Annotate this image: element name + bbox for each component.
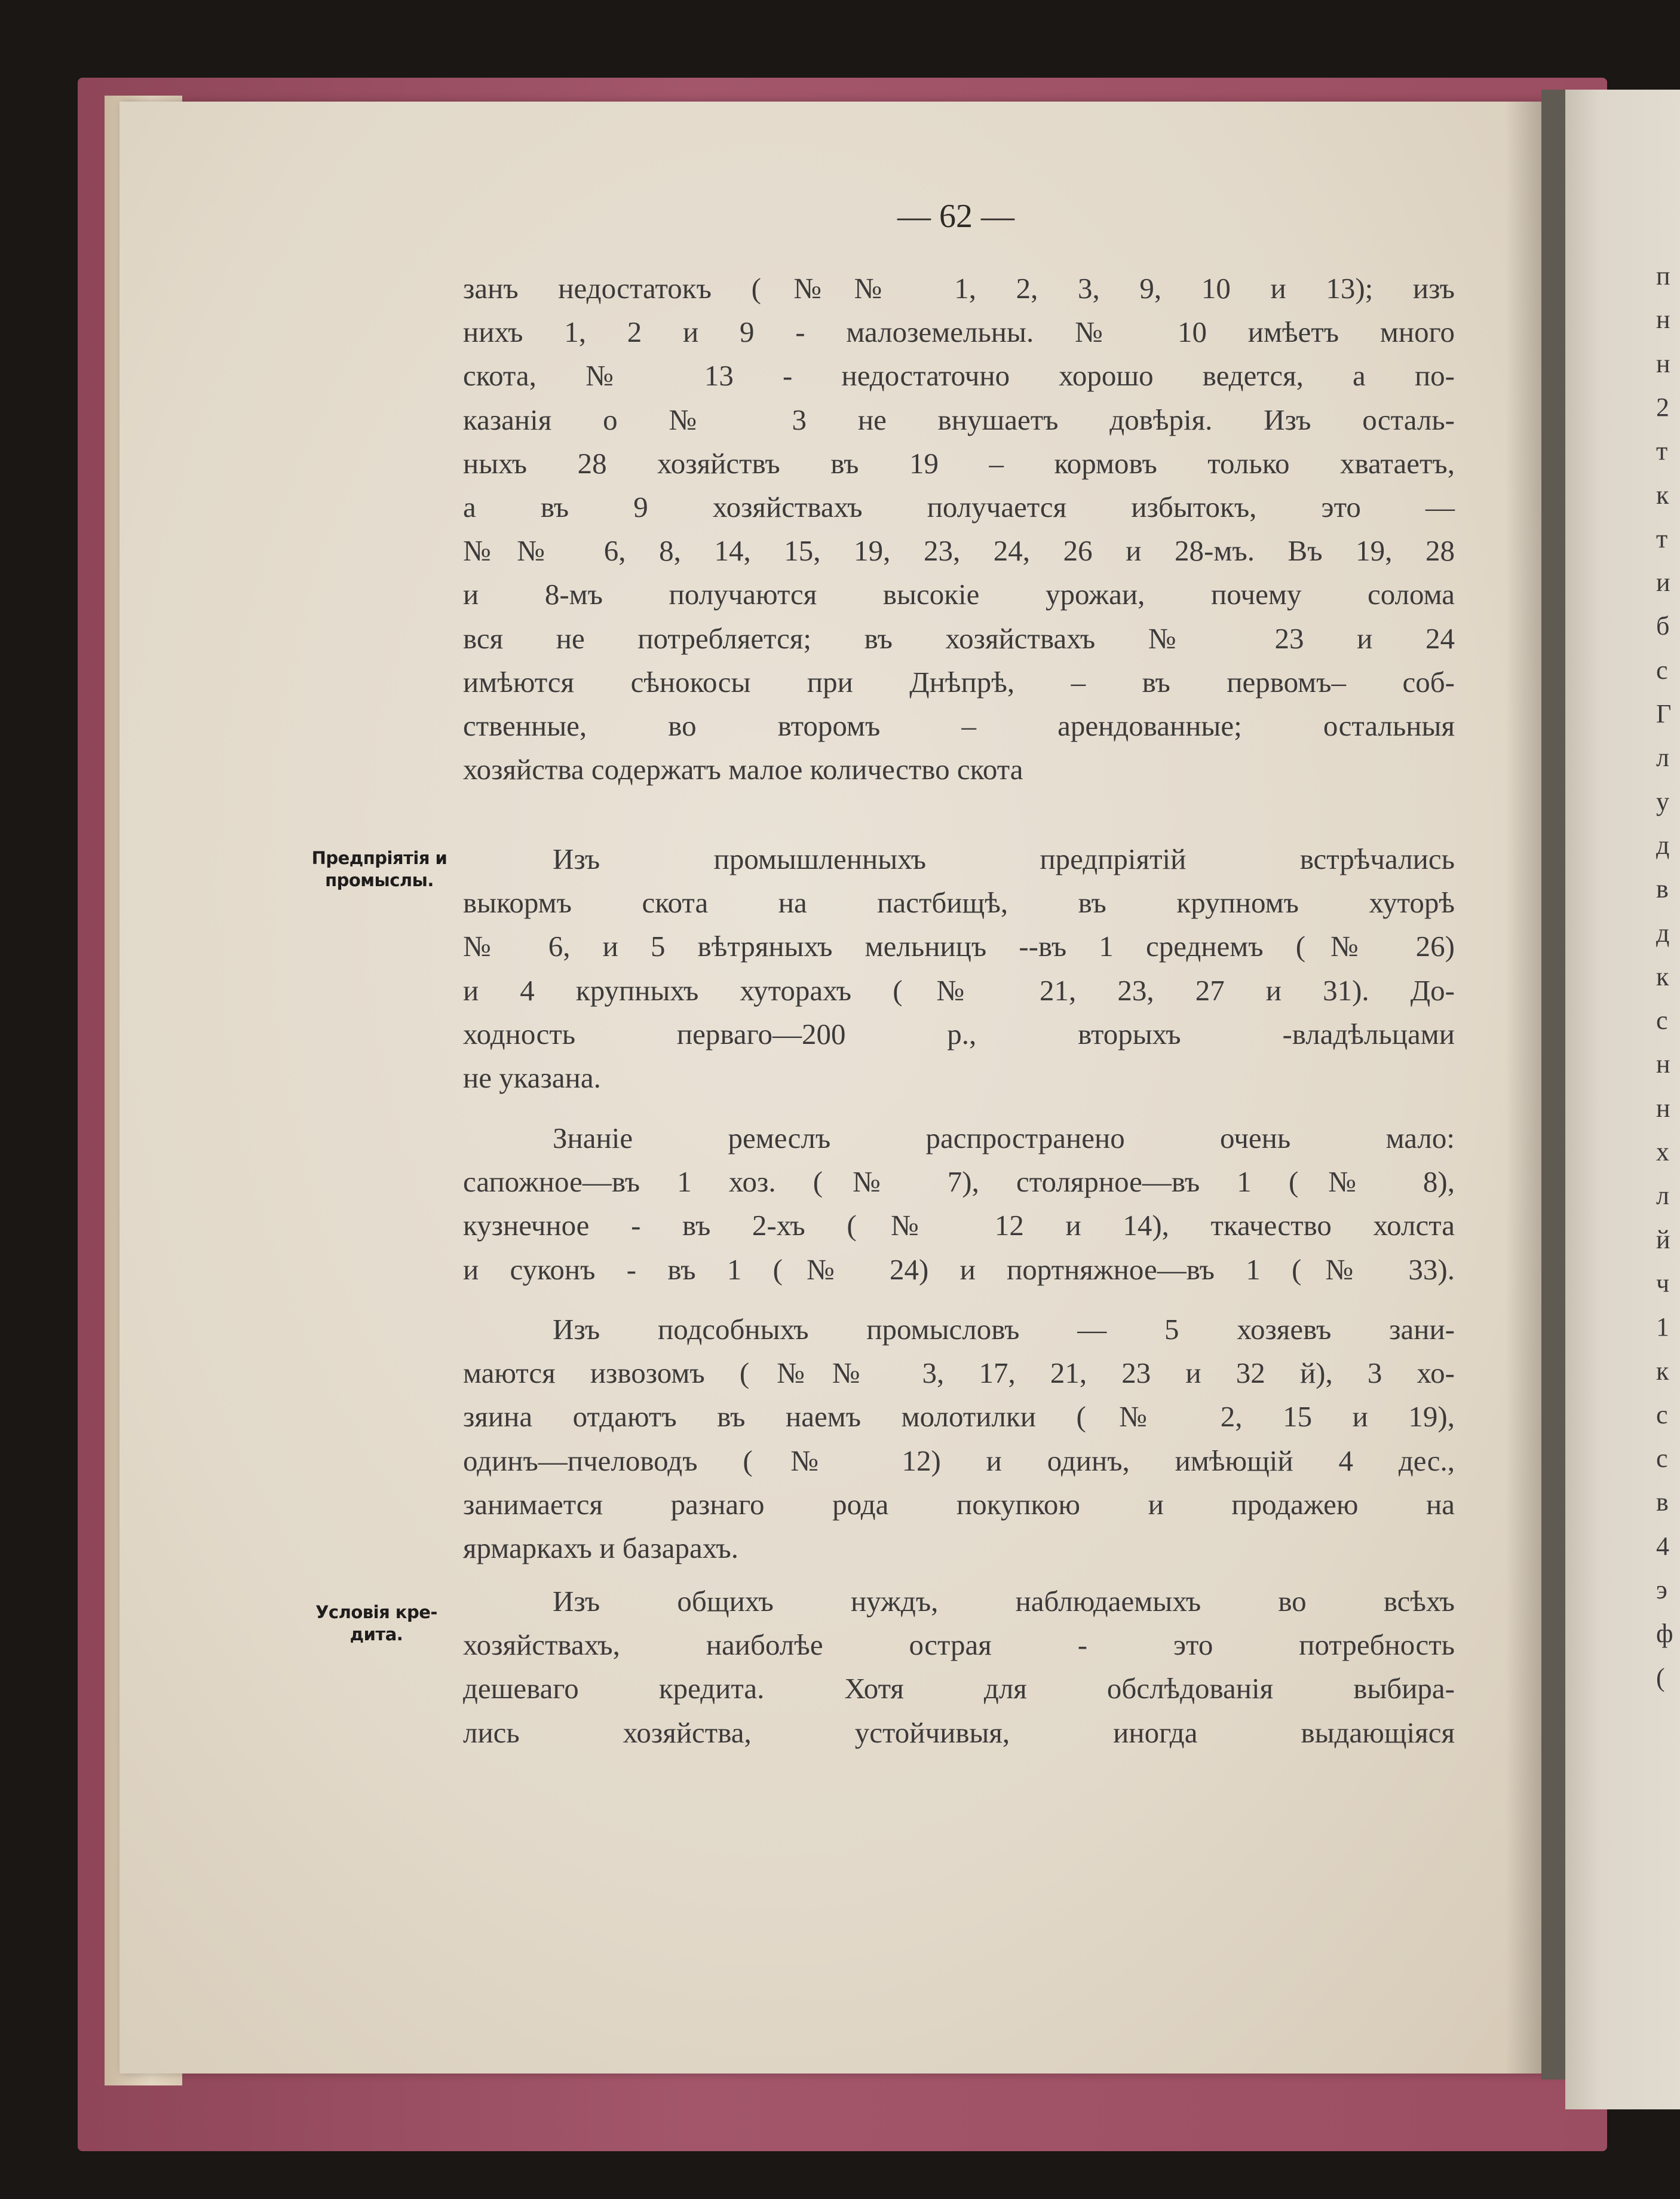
next-page-letter: с — [1656, 1444, 1668, 1474]
text-line: и суконъ - въ 1 (№ 24) и портняжное—въ 1 (№ 33). — [463, 1252, 1455, 1286]
text-line: имѣются сѣнокосы при Днѣпрѣ, – въ первомъ– соб- — [463, 665, 1455, 699]
next-page-letter: в — [1656, 1487, 1669, 1517]
text-line: Изъ общихъ нуждъ, наблюдаемыхъ во всѣхъ — [553, 1585, 1455, 1618]
text-line: кузнечное - въ 2-хъ (№ 12 и 14), ткачество холста — [463, 1209, 1455, 1242]
text-line: ярмаркахъ и базарахъ. — [463, 1531, 738, 1564]
next-page-letter: в — [1656, 874, 1669, 904]
next-page-letter: у — [1656, 786, 1669, 816]
text-line: одинъ—пчеловодъ (№ 12) и одинъ, имѣющій 4 дес., — [463, 1444, 1455, 1477]
margin-note-credit — [302, 1601, 451, 1646]
text-line: Изъ промышленныхъ предпріятій встрѣчались — [553, 843, 1455, 875]
text-line: выкормъ скота на пастбищѣ, въ крупномъ хуторѣ — [463, 886, 1455, 920]
text-line: ходность перваго—200 р., вторыхъ -владѣльцами — [463, 1017, 1455, 1051]
text-line: ныхъ 28 хозяйствъ въ 19 – кормовъ только хватаетъ, — [463, 446, 1455, 480]
next-page-letter: н — [1656, 305, 1670, 335]
text-line: дешеваго кредита. Хотя для обслѣдованія выбира- — [463, 1672, 1455, 1705]
next-page-letter: т — [1656, 436, 1668, 466]
next-page-letter: л — [1656, 1181, 1669, 1211]
next-page-letter: с — [1656, 1399, 1668, 1429]
paragraph-4 — [463, 1307, 1455, 1570]
margin-note-enterprises — [305, 847, 454, 892]
next-page-letter: н — [1656, 1049, 1670, 1079]
paragraph-2 — [463, 837, 1455, 1100]
next-page-letter: ( — [1656, 1662, 1665, 1692]
next-page-letter: и — [1656, 568, 1670, 598]
text-line: вся не потребляется; въ хозяйствахъ № 23 и 24 — [463, 621, 1455, 655]
text-line: казанія о № 3 не внушаетъ довѣрія. Изъ осталь- — [463, 403, 1455, 436]
next-page-letter: т — [1656, 523, 1668, 553]
text-line: ственные, во второмъ – арендованные; остальныя — [463, 709, 1455, 742]
paragraph-5 — [463, 1579, 1455, 1754]
margin-note-line: Условія кре- — [315, 1602, 437, 1622]
next-page-letter: й — [1656, 1224, 1670, 1254]
next-page-letter: ф — [1656, 1619, 1673, 1649]
text-line: № 6, и 5 вѣтряныхъ мельницъ --въ 1 среднемъ (№ 26) — [463, 930, 1455, 963]
paragraph-3 — [463, 1116, 1455, 1291]
text-line: и 4 крупныхъ хуторахъ (№ 21, 23, 27 и 31). До- — [463, 973, 1455, 1007]
next-page-letter: к — [1656, 1356, 1669, 1386]
next-page-letter: ч — [1656, 1268, 1670, 1298]
text-line: зяина отдаютъ въ наемъ молотилки (№ 2, 15 и 19), — [463, 1400, 1455, 1434]
text-line: лись хозяйства, устойчивыя, иногда выдающіяся — [463, 1716, 1455, 1749]
text-line: №№ 6, 8, 14, 15, 19, 23, 24, 26 и 28-мъ. Въ 19, 28 — [463, 534, 1455, 568]
next-page-letter: п — [1656, 261, 1670, 290]
text-line: Знаніе ремеслъ распространено очень мало: — [553, 1122, 1455, 1154]
next-page-letter: д — [1656, 918, 1670, 948]
next-page-letter: с — [1656, 655, 1668, 685]
next-page-letter: л — [1656, 743, 1669, 773]
text-line: Изъ подсобныхъ промысловъ — 5 хозяевъ зани- — [553, 1313, 1455, 1346]
next-page-letter: н — [1656, 1093, 1670, 1123]
next-page-letter: 4 — [1656, 1531, 1669, 1561]
text-line: занимается разнаго рода покупкою и продажею на — [463, 1487, 1455, 1521]
next-page-letter: н — [1656, 348, 1670, 378]
next-page-letter: 1 — [1656, 1312, 1669, 1342]
next-page-letter: к — [1656, 480, 1669, 510]
text-line: не указана. — [463, 1061, 601, 1094]
next-page-letter: э — [1656, 1575, 1667, 1604]
text-line: занъ недостатокъ (№№ 1, 2, 3, 9, 10 и 13); изъ — [463, 272, 1455, 305]
text-line: маются извозомъ (№№ 3, 17, 21, 23 и 32 й), 3 хо- — [463, 1356, 1455, 1390]
text-line: а въ 9 хозяйствахъ получается избытокъ, это — — [463, 490, 1455, 523]
paragraph-1 — [463, 267, 1455, 791]
margin-note-line: дита. — [350, 1624, 403, 1644]
next-page-letter: к — [1656, 961, 1669, 991]
next-page-letter: Г — [1656, 699, 1672, 728]
next-page-letter: с — [1656, 1006, 1668, 1036]
next-page-letter: д — [1656, 830, 1670, 860]
next-page-letter: 2 — [1656, 392, 1669, 422]
text-line: нихъ 1, 2 и 9 - малоземельны. № 10 имѣетъ много — [463, 316, 1455, 349]
margin-note-line: Предпріятія и — [311, 848, 447, 868]
next-page-letter: х — [1656, 1137, 1669, 1166]
margin-note-line: промыслы. — [325, 870, 434, 890]
page-number: — 62 — — [897, 198, 1014, 235]
text-line: хозяйства содержатъ малое количество скота — [463, 753, 1023, 786]
next-page-letter: б — [1656, 611, 1670, 641]
text-line: хозяйствахъ, наиболѣе острая - это потребность — [463, 1628, 1455, 1662]
text-line: скота, № 13 - недостаточно хорошо ведется, а по- — [463, 359, 1455, 393]
text-line: сапожное—въ 1 хоз. (№ 7), столярное—въ 1 (№ 8), — [463, 1165, 1455, 1199]
text-line: и 8-мъ получаются высокіе урожаи, почему солома — [463, 578, 1455, 611]
